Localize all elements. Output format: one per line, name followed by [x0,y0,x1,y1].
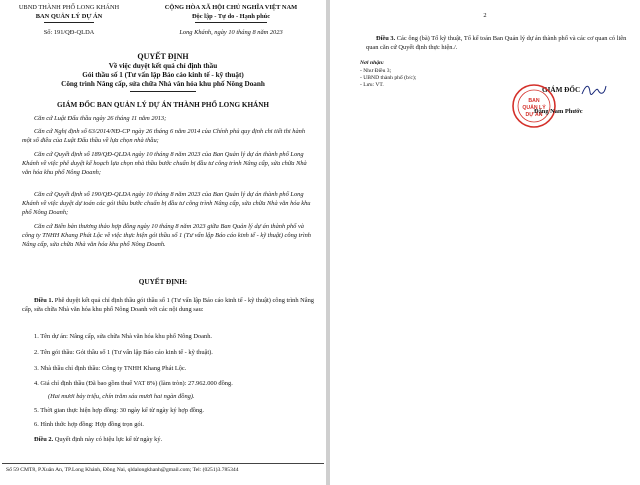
signer-name: Đặng Nam Phước [534,108,583,115]
basis-4: Căn cứ Quyết định số 190/QĐ-QLDA ngày 10 tháng 8 năm 2023 của Ban Quản lý dự án thành phố Long Khánh về việc duyệt dự toán các gói thầu bước chuẩn bị đầu tư công trình Nâng cấp, sửa chữa Nhà văn hóa khu phố Nông Doanh; [22,191,311,216]
divider [195,22,267,23]
signature [580,82,608,98]
article-3 [366,34,628,52]
subject-line-3: Công trình Nâng cấp, sửa chữa Nhà văn hóa khu phố Nông Doanh [61,80,265,88]
page-2 [330,0,640,485]
doc-number: Số: 191/QĐ-QLDA [43,29,95,36]
article-1 [22,296,314,314]
divider [44,22,94,23]
basis-2: Căn cứ Nghị định số 63/2014/NĐ-CP ngày 26 tháng 6 năm 2014 của Chính phủ quy định chi tiết thi hành một số điều của Luật Đấu thầu về lựa chọn nhà thầu; [22,128,306,144]
svg-text:DỰ ÁN: DỰ ÁN [525,112,543,118]
item-2: 2. Tên gói thầu: Gói thầu số 1 (Tư vấn lập Báo cáo kinh tế - kỹ thuật). [34,349,213,356]
item-1: 1. Tên dự án: Nâng cấp, sửa chữa Nhà văn hóa khu phố Nông Doanh. [34,333,212,340]
place-date: Long Khánh, ngày 10 tháng 8 năm 2023 [179,29,283,36]
footer-rule [2,463,324,464]
article-1-label: Điều 1. [34,297,54,304]
document-title: QUYẾT ĐỊNH [137,52,189,61]
subject-line-1: Về việc duyệt kết quả chỉ định thầu [108,62,218,70]
article-3-text: Các ông (bà) Tổ kỹ thuật, Tổ kế toán Ban Quản lý dự án thành phố và các cơ quan có liên quan căn cứ Quyết định thực hiện./. [366,35,627,51]
article-3-label: Điều 3. [376,35,396,42]
footer-address: Số 59 CMT8, P.Xuân An, TP.Long Khánh, Đồng Nai, qldalongkhanh@gmail.com; Tel: (0251)3.785344 [6,467,239,473]
basis-3: Căn cứ Quyết định số 189/QĐ-QLDA ngày 10 tháng 8 năm 2023 của Ban Quản lý dự án thành phố Long Khánh về việc phê duyệt kế hoạch lựa chọn nhà thầu bước chuẩn bị đầu tư công trình Nâng cấp, sửa chữa Nhà văn hóa khu phố Nông Doanh; [22,151,307,176]
basis-1: Căn cứ Luật Đấu thầu ngày 26 tháng 11 năm 2013; [34,115,167,122]
basis-5: Căn cứ Biên bản thương thảo hợp đồng ngày 10 tháng 8 năm 2023 giữa Ban Quản lý dự án thành phố và công ty TNHH Khang Phát Lộc về việc thực hiện gói thầu số 1 (Tư vấn lập Báo cáo kinh tế - kỹ thuật) công trình Nâng cấp, sửa chữa Nhà văn hóa khu phố Nông Doanh. [22,223,311,248]
recipient-2: - UBND thành phố (b/c); [360,75,417,81]
org-name: UBND THÀNH PHỐ LONG KHÁNH [18,4,120,11]
recipients-heading: Nơi nhận: [360,60,384,66]
item-3: 3. Nhà thầu chỉ định thầu: Công ty TNHH Khang Phát Lộc. [34,365,187,372]
national-motto: Độc lập - Tự do - Hạnh phúc [191,13,271,20]
svg-text:BAN: BAN [528,98,540,104]
recipient-3: - Lưu: VT. [360,82,384,88]
article-1-text: Phê duyệt kết quả chỉ định thầu gói thầu số 1 (Tư vấn lập Báo cáo kinh tế - kỹ thuật) công trình Nâng cấp, sửa chữa Nhà văn hóa khu phố Nông Doanh với các nội dung sau: [22,297,314,313]
divider [130,91,196,92]
signer-title: GIÁM ĐỐC [542,86,581,94]
item-4: 4. Giá chỉ định thầu (Đã bao gồm thuế VAT 8%) (làm tròn): 27.962.000 đồng. [34,380,233,387]
decision-heading: QUYẾT ĐỊNH: [138,278,188,286]
svg-text:QUẢN LÝ: QUẢN LÝ [522,105,546,111]
org-subname: BAN QUẢN LÝ DỰ ÁN [35,13,103,20]
national-title: CỘNG HÒA XÃ HỘI CHỦ NGHĨA VIỆT NAM [164,4,298,11]
article-2-label: Điều 2. [34,436,54,443]
recipient-1: - Như Điều 3; [360,68,392,74]
issuer-heading: GIÁM ĐỐC BAN QUẢN LÝ DỰ ÁN THÀNH PHỐ LONG KHÁNH [56,101,270,109]
item-4-words: (Hai mươi bảy triệu, chín trăm sáu mươi hai ngàn đồng). [48,393,195,400]
article-2-text: Quyết định này có hiệu lực kể từ ngày ký. [53,436,163,443]
item-6: 6. Hình thức hợp đồng: Hợp đồng trọn gói. [34,421,144,428]
official-stamp [510,82,558,130]
subject-line-2: Gói thầu số 1 (Tư vấn lập Báo cáo kinh tế - kỹ thuật) [82,71,244,79]
page-number: 2 [483,12,487,19]
article-2 [34,436,162,443]
item-5: 5. Thời gian thực hiện hợp đồng: 30 ngày kể từ ngày ký hợp đồng. [34,407,204,414]
